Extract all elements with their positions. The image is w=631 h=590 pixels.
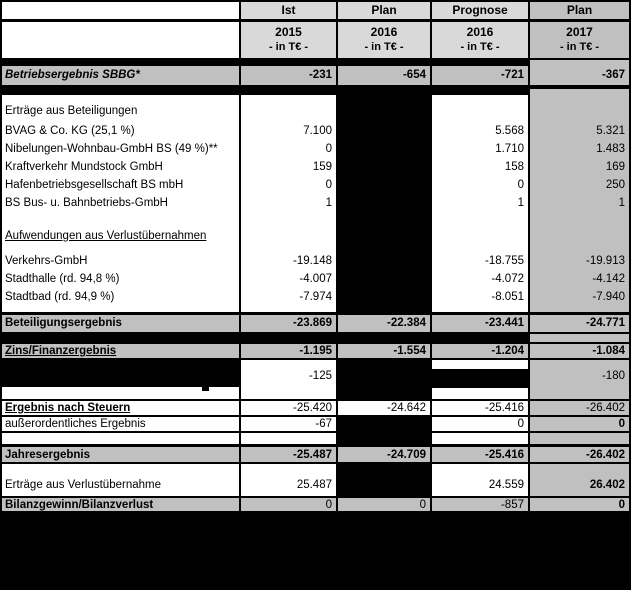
zins-ist: -1.195 <box>241 344 338 360</box>
header-col-plan-2016: Plan <box>338 0 432 22</box>
blank-line <box>2 212 239 228</box>
redaction-box <box>432 369 528 388</box>
redaction-box <box>2 360 239 387</box>
loss-transfer-plan-2017: -19.913 <box>585 255 625 267</box>
separator-segment <box>432 87 530 95</box>
beteiligungsergebnis-prognose: -23.441 <box>432 312 530 332</box>
blank-line <box>241 95 336 122</box>
bilanz-plan-2017: 0 <box>530 496 631 514</box>
betriebsergebnis-label: Betriebsergebnis SBBG* <box>0 66 241 87</box>
participation-plan-2017: 250 <box>605 179 625 191</box>
separator-band <box>0 58 631 66</box>
detail-label-column <box>0 95 241 312</box>
redacted-row-plan-2016 <box>338 360 432 399</box>
blank-line <box>241 212 336 228</box>
evu-plan-2017: 26.402 <box>530 464 631 496</box>
separator-segment <box>0 58 241 66</box>
spacer-cell <box>432 433 530 444</box>
loss-transfer-ist: -7.974 <box>299 291 332 303</box>
ao-ist: -67 <box>241 417 338 433</box>
separator-segment-gray <box>530 58 631 66</box>
loss-transfer-prognose: -8.051 <box>491 291 524 303</box>
unit-label: - in T€ - <box>364 41 404 53</box>
blank-line <box>530 212 629 228</box>
header-row-type <box>0 0 631 22</box>
participation-prognose: 1.710 <box>495 143 524 155</box>
loss-transfer-plan-2017: -7.940 <box>592 291 625 303</box>
redaction-remnant <box>202 387 209 391</box>
separator-segment-gray <box>530 332 631 344</box>
steuern-prognose: -25.416 <box>432 399 530 417</box>
header-year-plan-2016 <box>338 22 432 58</box>
header-col-ist: Ist <box>241 0 338 22</box>
row-ergebnis-nach-steuern <box>0 399 631 417</box>
zins-label: Zins/Finanzergebnis <box>0 344 241 360</box>
evu-prognose: 24.559 <box>432 464 530 496</box>
unit-label: - in T€ - <box>268 41 309 53</box>
year-label: 2017 <box>566 25 593 39</box>
unit-label: - in T€ - <box>559 41 600 53</box>
blank-line <box>432 228 528 244</box>
separator-segment <box>241 87 338 95</box>
zins-plan-2016: -1.554 <box>338 344 432 360</box>
steuern-plan-2017: -26.402 <box>530 399 631 417</box>
separator-segment <box>432 332 530 344</box>
jahresergebnis-ist: -25.487 <box>241 444 338 464</box>
row-zins-finanzergebnis <box>0 344 631 360</box>
participation-plan-2017: 1 <box>618 197 625 209</box>
ao-label: außerordentliches Ergebnis <box>0 417 241 433</box>
participation-label: BS Bus- u. Bahnbetriebs-GmbH <box>5 197 168 209</box>
redacted-row-plan-2017: -180 <box>530 360 631 399</box>
section-heading-ertraege: Erträge aus Beteiligungen <box>5 105 138 117</box>
ao-prognose: 0 <box>432 417 530 433</box>
loss-transfer-ist: -4.007 <box>299 273 332 285</box>
loss-transfer-prognose: -18.755 <box>484 255 524 267</box>
participation-ist: 1 <box>325 197 332 209</box>
jahresergebnis-plan-2017: -26.402 <box>530 444 631 464</box>
blank-line <box>241 228 336 244</box>
redaction-footer <box>0 514 631 590</box>
participation-ist: 159 <box>312 161 332 173</box>
evu-ist: 25.487 <box>241 464 338 496</box>
header-year-ist <box>241 22 338 58</box>
steuern-plan-2016: -24.642 <box>338 399 432 417</box>
jahresergebnis-label: Jahresergebnis <box>0 444 241 464</box>
row-jahresergebnis <box>0 444 631 464</box>
participation-plan-2017: 169 <box>605 161 625 173</box>
row-ertraege-aus-verlustuebernahme <box>0 464 631 496</box>
year-label: 2016 <box>370 25 398 39</box>
participation-prognose: 1 <box>517 197 524 209</box>
detail-section <box>0 95 631 312</box>
betriebsergebnis-ist: -231 <box>241 66 338 87</box>
jahresergebnis-prognose: -25.416 <box>432 444 530 464</box>
header-corner-cell-2 <box>0 22 241 58</box>
row-bilanzgewinn <box>0 496 631 514</box>
participation-prognose: 5.568 <box>495 125 524 137</box>
participation-plan-2017: 5.321 <box>596 125 625 137</box>
participation-ist: 7.100 <box>303 125 332 137</box>
detail-plan-2016-column-redacted <box>338 95 432 312</box>
row-beteiligungsergebnis <box>0 312 631 332</box>
section-heading-aufwendungen: Aufwendungen aus Verlustübernahmen <box>5 230 207 242</box>
steuern-label: Ergebnis nach Steuern <box>0 399 241 417</box>
spacer-cell-redacted <box>338 433 432 444</box>
separator-segment <box>432 58 530 66</box>
betriebsergebnis-plan-2016: -654 <box>338 66 432 87</box>
participation-label: BVAG & Co. KG (25,1 %) <box>5 125 135 137</box>
separator-segment <box>0 332 241 344</box>
separator-segment <box>241 332 338 344</box>
jahresergebnis-plan-2016: -24.709 <box>338 444 432 464</box>
spacer-row <box>0 433 631 444</box>
blank-line <box>530 95 629 122</box>
bilanz-plan-2016: 0 <box>338 496 432 514</box>
zins-plan-2017: -1.084 <box>530 344 631 360</box>
participation-prognose: 0 <box>517 179 524 191</box>
loss-transfer-ist: -19.148 <box>292 255 332 267</box>
separator-segment <box>0 87 241 95</box>
year-label: 2015 <box>275 25 302 39</box>
detail-prognose-column <box>432 95 530 312</box>
blank-line <box>432 244 528 252</box>
header-col-prognose: Prognose <box>432 0 530 22</box>
separator-segment <box>338 87 432 95</box>
detail-plan-2017-column <box>530 95 631 312</box>
evu-label: Erträge aus Verlustübernahme <box>0 464 241 496</box>
blank-line <box>530 228 629 244</box>
year-label: 2016 <box>466 25 494 39</box>
bilanz-prognose: -857 <box>432 496 530 514</box>
steuern-ist: -25.420 <box>241 399 338 417</box>
spacer-cell <box>241 433 338 444</box>
redacted-row-prognose <box>432 360 530 399</box>
participation-prognose: 158 <box>504 161 524 173</box>
blank-line <box>2 244 239 252</box>
header-corner-cell <box>0 0 241 22</box>
redacted-row-ist: -125 <box>241 360 338 399</box>
row-betriebsergebnis <box>0 66 631 87</box>
unit-label: - in T€ - <box>460 41 500 53</box>
loss-transfer-label: Verkehrs-GmbH <box>5 255 88 267</box>
blank-line <box>241 244 336 252</box>
loss-transfer-prognose: -4.072 <box>491 273 524 285</box>
row-ausserordentliches-ergebnis <box>0 417 631 433</box>
spacer-cell <box>0 433 241 444</box>
beteiligungsergebnis-label: Beteiligungsergebnis <box>0 312 241 332</box>
blank-line <box>530 244 629 252</box>
blank-line <box>432 95 528 122</box>
beteiligungsergebnis-plan-2017: -24.771 <box>530 312 631 332</box>
loss-transfer-label: Stadtbad (rd. 94,9 %) <box>5 291 115 303</box>
separator-segment <box>338 58 432 66</box>
beteiligungsergebnis-ist: -23.869 <box>241 312 338 332</box>
bilanz-label: Bilanzgewinn/Bilanzverlust <box>0 496 241 514</box>
participation-label: Nibelungen-Wohnbau-GmbH BS (49 %)** <box>5 143 218 155</box>
row-redacted-steuern <box>0 360 631 399</box>
participation-plan-2017: 1.483 <box>596 143 625 155</box>
participation-label: Kraftverkehr Mundstock GmbH <box>5 161 163 173</box>
loss-transfer-label: Stadthalle (rd. 94,8 %) <box>5 273 120 285</box>
redacted-label-cell <box>0 360 241 399</box>
spacer-cell-gray <box>530 433 631 444</box>
beteiligungsergebnis-plan-2016: -22.384 <box>338 312 432 332</box>
loss-transfer-plan-2017: -4.142 <box>592 273 625 285</box>
bilanz-ist: 0 <box>241 496 338 514</box>
participation-ist: 0 <box>325 179 332 191</box>
separator-segment <box>241 58 338 66</box>
betriebsergebnis-plan-2017: -367 <box>530 66 631 87</box>
evu-plan-2016-redacted <box>338 464 432 496</box>
participation-label: Hafenbetriebsgesellschaft BS mbH <box>5 179 184 191</box>
separator-segment-gray <box>530 87 631 95</box>
betriebsergebnis-prognose: -721 <box>432 66 530 87</box>
header-year-prognose <box>432 22 530 58</box>
separator-band <box>0 87 631 95</box>
header-row-year-unit <box>0 22 631 58</box>
separator-segment <box>338 332 432 344</box>
participation-ist: 0 <box>325 143 332 155</box>
header-year-plan-2017 <box>530 22 631 58</box>
zins-prognose: -1.204 <box>432 344 530 360</box>
detail-ist-column <box>241 95 338 312</box>
separator-band <box>0 332 631 344</box>
blank-line <box>432 212 528 228</box>
header-col-plan-2017: Plan <box>530 0 631 22</box>
ao-plan-2016-redacted <box>338 417 432 433</box>
ao-plan-2017: 0 <box>530 417 631 433</box>
